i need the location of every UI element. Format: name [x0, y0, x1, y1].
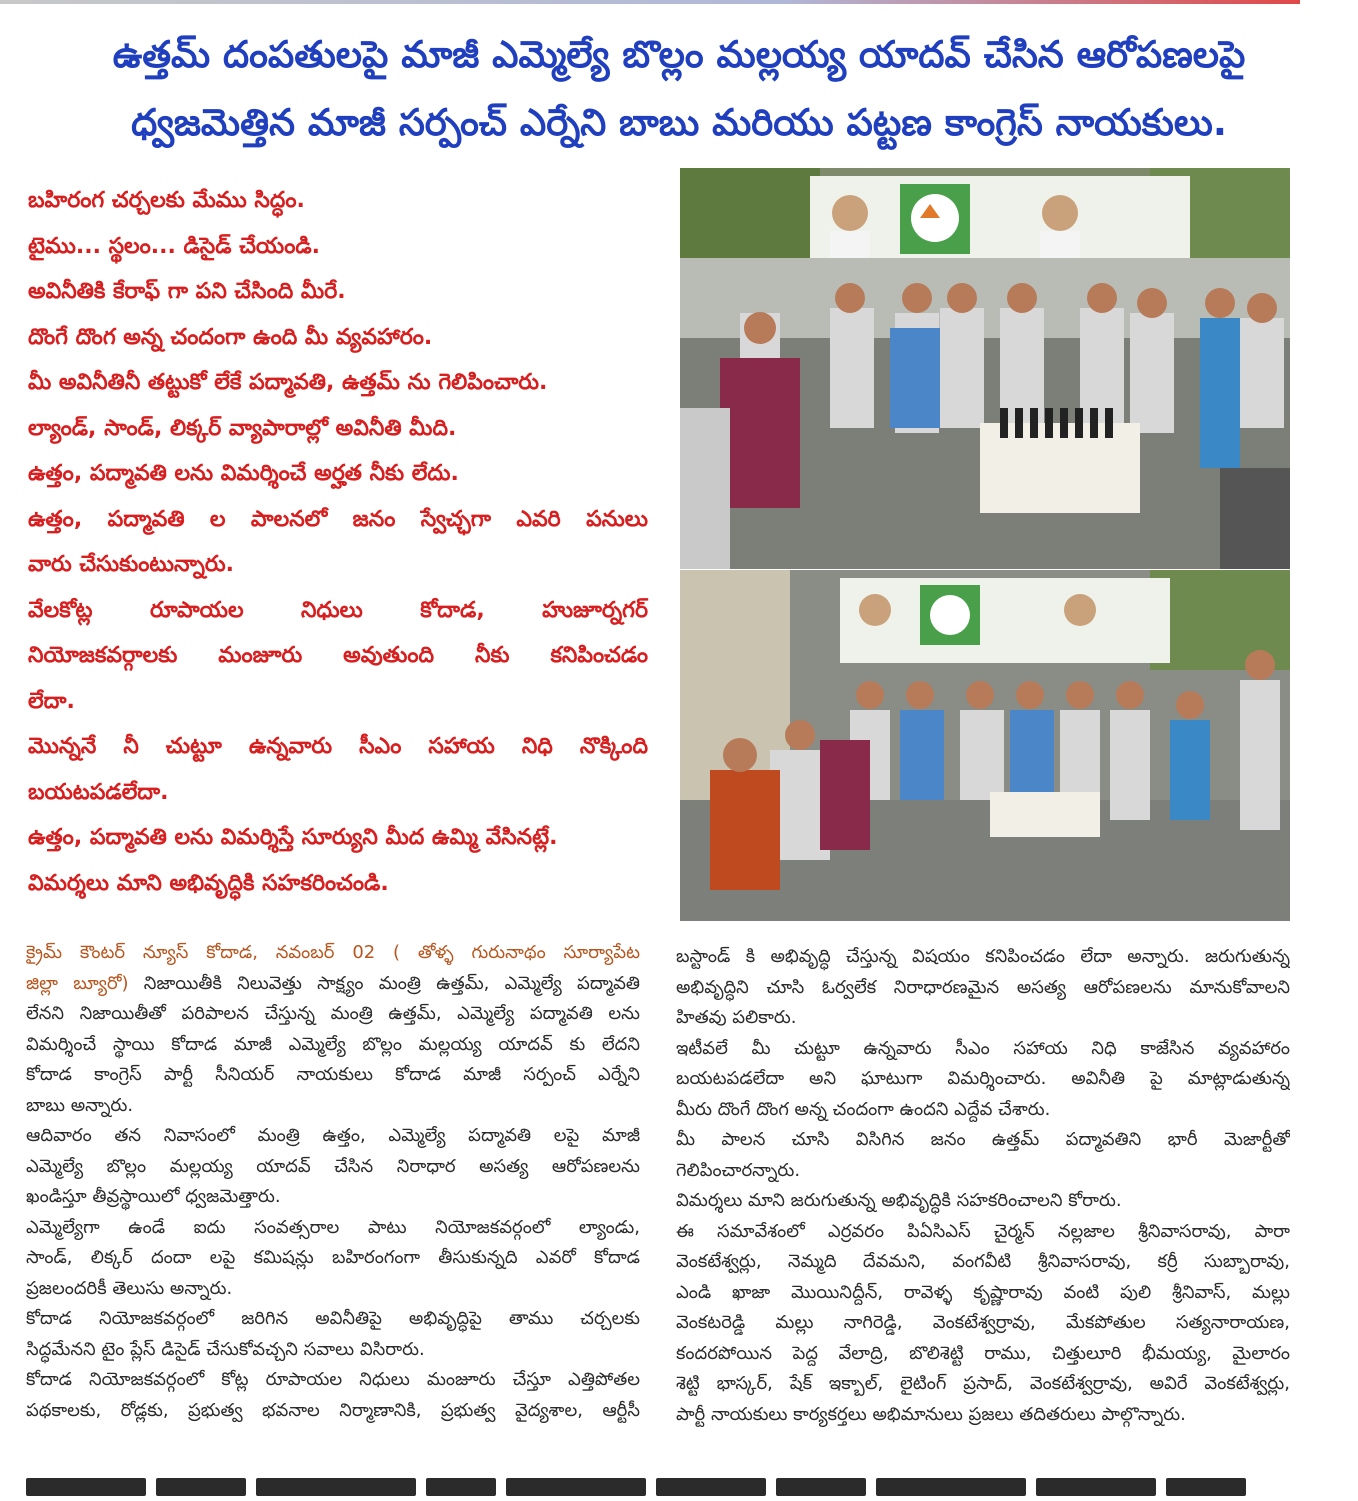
pull-quote: ల్యాండ్, సాండ్, లిక్కర్ వ్యాపారాల్లో అవినీతి మీది. [28, 415, 457, 441]
pull-quote: వేలకోట్ల రూపాయల నిధులు కోదాడ, హుజూర్నగర్ [28, 597, 648, 623]
headline-line-1: ఉత్తమ్ దంపతులపై మాజీ ఎమ్మెల్యే బొల్లం మల్లయ్య యాదవ్ చేసిన ఆరోపణలపై [112, 33, 1246, 76]
pull-quote: వారు చేసుకుంటున్నారు. [28, 552, 234, 577]
pull-quotes [28, 178, 648, 906]
article-column-right [676, 942, 1290, 1430]
pull-quote: ఉత్తం, పద్మావతి ల పాలనలో జనం స్వేచ్ఛగా ఎవరి పనులు [28, 506, 648, 532]
article-line: ఎమ్మెల్యే బొల్లం మల్లయ్య యాదవ్ చేసిన నిరాధార అసత్య ఆరోపణలను [26, 1155, 640, 1177]
pull-quote: మీ అవినీతినీ తట్టుకో లేకే పద్మావతి, ఉత్తమ్ ను గెలిపించారు. [28, 370, 548, 395]
cut-off-next-headline [26, 1478, 1290, 1498]
article-line: బస్టాండ్ కి అభివృద్ధి చేస్తున్న విషయం కనిపించడం లేదా అన్నారు. జరుగుతున్న [676, 946, 1290, 967]
article-line [26, 938, 640, 969]
article-line: విమర్శించే స్థాయి కోదాడ మాజీ ఎమ్మెల్యే బొల్లం మల్లయ్య యాదవ్ కు లేదని [26, 1033, 640, 1055]
article-line: శెట్టి భాస్కర్, షేక్ ఇక్బాల్, లైటింగ్ ప్రసాద్, వెంకటేశ్వర్రావు, అవిరే వెంకటేశ్వర్లు, [676, 1373, 1290, 1394]
article-line: గెలిపించారన్నారు. [676, 1159, 801, 1181]
article-line: విమర్శలు మాని జరుగుతున్న అభివృద్ధికి సహకరించాలని కోరారు. [676, 1190, 1122, 1211]
article-column-left [26, 938, 640, 1426]
article-line: వెంకటేశ్వర్లు, నెమ్మది దేవమని, వంగవీటి శ్రీనివాసరావు, కర్రీ సుబ్బారావు, [676, 1251, 1290, 1272]
article-line: బయటపడలేదా అని ఘాటుగా విమర్శించారు. అవినీతి పై మాట్లాడుతున్న [676, 1068, 1290, 1089]
article-line: కోదాడ నియోజకవర్గంలో కోట్ల రూపాయల నిధులు మంజూరు చేస్తూ ఎత్తిపోతల [26, 1369, 640, 1390]
pull-quote: దొంగే దొంగ అన్న చందంగా ఉంది మీ వ్యవహారం. [28, 324, 433, 350]
pull-quote: నియోజకవర్గాలకు మంజూరు అవుతుంది నీకు కనిపించడం [28, 643, 648, 668]
article-line: బాబు అన్నారు. [26, 1094, 134, 1116]
article-line: లేనని నిజాయితీతో పరిపాలన చేస్తున్న మంత్రి ఉత్తమ్, ఎమ్మెల్యే పద్మావతి లను [26, 1003, 640, 1024]
article-line: జిల్లా బ్యూరో) నిజాయితీకి నిలువెత్తు సాక్ష్యం మంత్రి ఉత్తమ్, ఎమ్మెల్యే పద్మావతి [26, 972, 640, 994]
article-line: ఎండి ఖాజా మొయినిద్దీన్, రావెళ్ళ కృష్ణారావు వంటి పులి శ్రీనివాస్, మల్లు [676, 1281, 1290, 1303]
press-meet-photo-top [680, 168, 1290, 569]
pull-quote: విమర్శలు మాని అభివృద్ధికి సహకరించండి. [28, 870, 389, 896]
pull-quote: మొన్ననే నీ చుట్టూ ఉన్నవారు సీఎం సహాయ నిధి నొక్కింది [28, 734, 648, 759]
article-line: సిద్ధమేనని టైం ప్లేస్ డిసైడ్ చేసుకోవచ్చని సవాలు విసిరారు. [26, 1338, 425, 1360]
article-line: వెంకటరెడ్డి మల్లు నాగిరెడ్డి, వెంకటేశ్వర్రావు, మేకపోతుల సత్యనారాయణ, [676, 1312, 1290, 1333]
article-line: ఎమ్మెల్యేగా ఉండే ఐదు సంవత్సరాల పాటు నియోజకవర్గంలో ల్యాండు, [26, 1216, 640, 1238]
pull-quote: అవినీతికి కేరాఫ్ గా పని చేసింది మీరే. [28, 279, 346, 304]
article-line: ఇటీవలే మీ చుట్టూ ఉన్నవారు సీఎం సహాయ నిధి కాజేసిన వ్యవహారం [676, 1037, 1290, 1059]
dateline: క్రైమ్ కౌంటర్ న్యూస్ కోదాడ, నవంబర్ 02 ( తోళ్ళ గురునాథం సూర్యాపేట [26, 942, 640, 963]
article-line: ఈ సమావేశంలో ఎర్రవరం పిఏసిఎస్ చైర్మన్ నల్లజాల శ్రీనివాసరావు, పారా [676, 1220, 1290, 1242]
article-line: కందరపోయిన పెద్ద వేలాద్రి, బొలిశెట్టి రాము, చిత్తులూరి భీమయ్య, మైలారం [676, 1342, 1290, 1364]
pull-quote: టైము... స్థలం... డిసైడ్ చేయండి. [28, 233, 320, 259]
article-line: హితవు పలికారు. [676, 1007, 797, 1028]
pull-quote: బహిరంగ చర్చలకు మేము సిద్ధం. [28, 188, 305, 213]
article-line: అభివృద్ధిని చూసి ఓర్వలేక నిరాధారణమైన అసత్య ఆరోపణలను మానుకోవాలని [676, 976, 1290, 998]
pull-quote: ఉత్తం, పద్మావతి లను విమర్శించే అర్హత నీకు లేదు. [28, 461, 459, 486]
article-line: మీ పాలన చూసి విసిగిన జనం ఉత్తమ్ పద్మావతిని భారీ మెజార్టీతో [676, 1129, 1290, 1150]
article-line: మీరు దొంగే దొంగ అన్న చందంగా ఉందని ఎద్దేవ చేశారు. [676, 1098, 1051, 1120]
article-line: కోదాడ కాంగ్రెస్ పార్టీ సీనియర్ నాయకులు కోదాడ మాజీ సర్పంచ్ ఎర్నేని [26, 1064, 640, 1085]
article-line: ఖండిస్తూ తీవ్రస్థాయిలో ధ్వజమెత్తారు. [26, 1186, 281, 1207]
article-line: పార్టీ నాయకులు కార్యకర్తలు అభిమానులు ప్రజలు తదితరులు పాల్గొన్నారు. [676, 1403, 1186, 1425]
article-line: ప్రజలందరికీ తెలుసు అన్నారు. [26, 1277, 233, 1299]
headline-line-2: ధ్వజమెత్తిన మాజీ సర్పంచ్ ఎర్నేని బాబు మరియు పట్టణ కాంగ్రెస్ నాయకులు. [131, 101, 1227, 144]
top-rule [0, 0, 1300, 4]
pull-quote: లేదా. [28, 688, 75, 714]
article-line: కోదాడ నియోజకవర్గంలో జరిగిన అవినీతిపై అభివృద్ధిపై తాము చర్చలకు [26, 1308, 640, 1329]
article-line: సాండ్, లిక్కర్ దందా లపై కమిషన్లు బహిరంగంగా తీసుకున్నది ఎవరో కోదాడ [26, 1247, 640, 1268]
dateline: జిల్లా బ్యూరో) [26, 972, 129, 994]
press-meet-photo-bottom [680, 570, 1290, 921]
article-line: పథకాలకు, రోడ్లకు, ప్రభుత్వ భవనాల నిర్మాణానికి, ప్రభుత్వ వైద్యశాల, ఆర్టీసీ [26, 1399, 640, 1421]
article-line: ఆదివారం తన నివాసంలో మంత్రి ఉత్తం, ఎమ్మెల్యే పద్మావతి లపై మాజీ [26, 1125, 640, 1146]
pull-quote: ఉత్తం, పద్మావతి లను విమర్శిస్తే సూర్యుని మీద ఉమ్మి వేసినట్లే. [28, 825, 558, 850]
pull-quote: బయటపడలేదా. [28, 779, 169, 805]
